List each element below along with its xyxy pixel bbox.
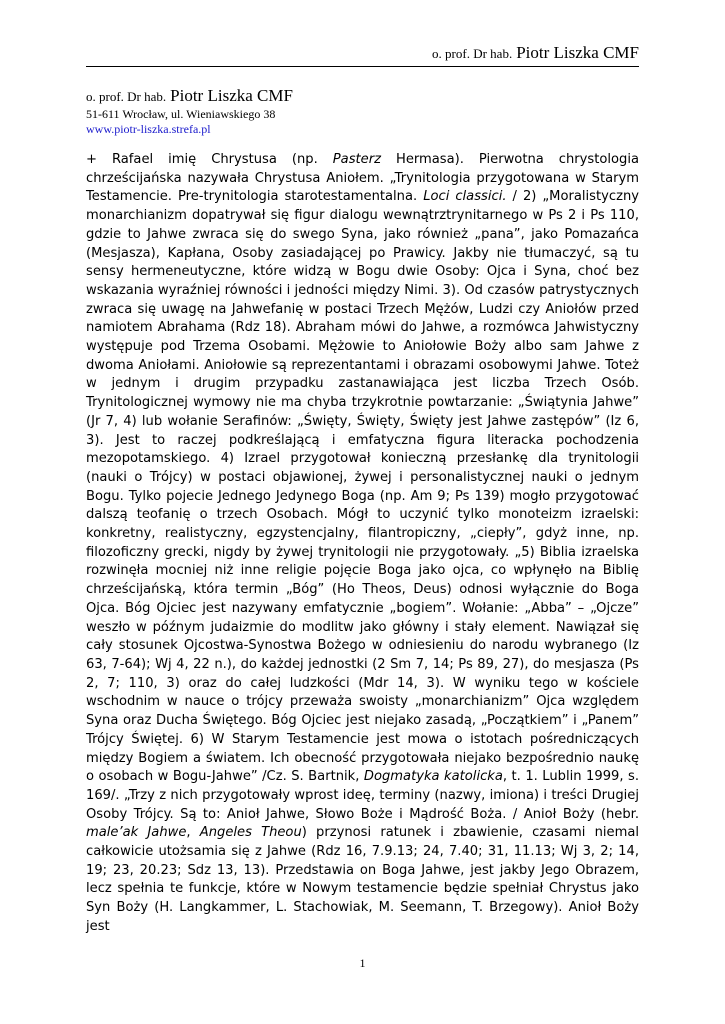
author-heading [86, 86, 293, 107]
author-address: 51-611 Wrocław, ul. Wieniawskiego 38 [86, 107, 276, 121]
italic-text-segment: Dogmatyka katolicka [363, 769, 503, 785]
author-block [86, 86, 293, 137]
author-website-link[interactable]: www.piotr-liszka.strefa.pl [86, 122, 211, 136]
running-header [86, 44, 639, 67]
italic-text-segment: Angeles Theou [199, 825, 302, 841]
text-segment: ) przynosi ratunek i zbawienie, czasami niemal całkowicie utożsamia się z Jahwe (Rdz 16, 7.9.13; 24, 7.40; 31, 11.13; Wj 3, 2; 14, 19; 23, 20.23; Sdz 13, 13). Przedstawia on Boga Jahwe, jest jakby Jego Obrazem, lecz spełnia te funkcje, które w Nowym testamencie będzie spełniał Chrystus jako Syn Boży (H. Langkammer, L. Stachowiak, M. Seemann, T. Brzegowy). Anioł Boży jest [86, 825, 640, 934]
text-segment: / 2) „Moralistyczny monarchianizm dopatrywał się figur dialogu wewnątrztrynitarnego w Ps 2 i Ps 110, gdzie to Jahwe zwraca się do swego Syna, jako również „pana”, jako Pomazańca (Mesjasza), Kapłana, Osoby zasiadającej po Prawicy. Jakby nie tłumaczyć, są tu sensy hermeneutyczne, które widzą w Bogu dwie Osoby: Ojca i Syna, choć bez wskazania wyraźniej równości i jedności między Nimi. 3). Od czasów patrystycznych zwraca się uwagę na Jahwefanię w postaci Trzech Mężów, Ludzi czy Aniołów przed namiotem Abrahama (Rdz 18). Abraham mówi do Jahwe, a rozmówca Jahwistyczny występuje pod Trzema Osobami. Mężowie to Aniołowie Boży albo sam Jahwe z dwoma Aniołami. Aniołowie są reprezentantami i obrazami osobowymi Jahwe. Toteż w jednym i drugim przypadku zastanawiająca jest liczba Trzech Osób. Trynitologicznej wymowy nie ma chyba trzykrotnie powtarzanie: „Świątynia Jahwe” (Jr 7, 4) lub wołanie Serafinów: „Święty, Święty, Święty jest Jahwe zastępów” (Iz 6, 3). Jest to raczej podkreślającą i emfatyczna figura literacka pochodzenia mezopotamskiego. 4) Izrael przygotował konieczną przesłankę dla trynitologii (nauki o Trójcy) w postaci objawionej, żywej i personalistycznej nauki o jednym Bogu. Tylko pojecie Jednego Jedynego Boga (np. Am 9; Ps 139) mogło przygotować dalszą teofanię o trzech Osobach. Mógł to uczynić tylko monoteizm izraelski: konkretny, realistyczny, egzystencjalny, filantropiczny, „ciepły”, gdyż inne, np. filozoficzny grecki, nigdy by żywej trynitologii nie przygotowały. „5) Biblia izraelska rozwinęła mocniej niż inne religie pojęcie Boga jako ojca, co wpłynęło na Biblię chrześcijańską, która termin „Bóg” (Ho Theos, Deus) odnosi wyłącznie do Boga Ojca. Bóg Ojciec jest nazywany emfatycznie „bogiem”. Wołanie: „Abba” – „Ojcze” weszło w późnym judaizmie do modlitw jako główny i stały element. Nawiązał się cały stosunek Ojcostwa-Synostwa Bożego w odniesieniu do narodu wybranego (Iz 63, 7-64); Wj 4, 22 n.), do każdej jednostki (2 Sm 7, 14; Ps 89, 27), do mesjasza (Ps 2, 7; 110, 3) oraz do całej ludzkości (Mdr 14, 3). W wyniku tego w kościele wschodnim w nauce o trójcy przeważa swoisty „monarchianizm” Ojca względem Syna oraz Ducha Świętego. Bóg Ojciec jest niejako zasadą, „Początkiem” i „Panem” Trójcy Świętej. 6) W Starym Testamencie jest mowa o istotach pośredniczących między Bogiem a światem. Ich obecność przygotowała niejako bezpośrednio naukę o osobach w Bogu-Jahwe” /Cz. S. Bartnik, [86, 189, 639, 785]
text-segment: Hermasa). Pierwotna chrystologia chrześcijańska nazywała Chrystusa Aniołem. „Trynitologia przygotowana w Starym Testamencie. Pre-trynitologia starotestamentalna. [86, 152, 639, 205]
author-name: Piotr Liszka CMF [170, 86, 293, 105]
body-text [86, 151, 639, 937]
page-number: 1 [359, 956, 366, 970]
italic-text-segment: male’ak Jahwe [86, 825, 187, 841]
italic-text-segment: Loci classici. [423, 189, 507, 205]
text-segment: + Rafael imię Chrystusa (np. [86, 152, 333, 167]
header-title-prefix: o. prof. Dr hab. [432, 46, 513, 61]
italic-text-segment: Pasterz [332, 152, 381, 167]
author-title-prefix: o. prof. Dr hab. [86, 89, 167, 104]
text-segment: , [186, 825, 200, 841]
text-segment: , t. 1. Lublin 1999, s. 169/. „Trzy z nich przygotowały wprost ideę, terminy (nazwy, imiona) i treści Drugiej Osoby Trójcy. Są to: Anioł Jahwe, Słowo Boże i Mądrość Boża. / Anioł Boży (hebr. [86, 769, 640, 822]
header-author-name: Piotr Liszka CMF [516, 43, 639, 62]
